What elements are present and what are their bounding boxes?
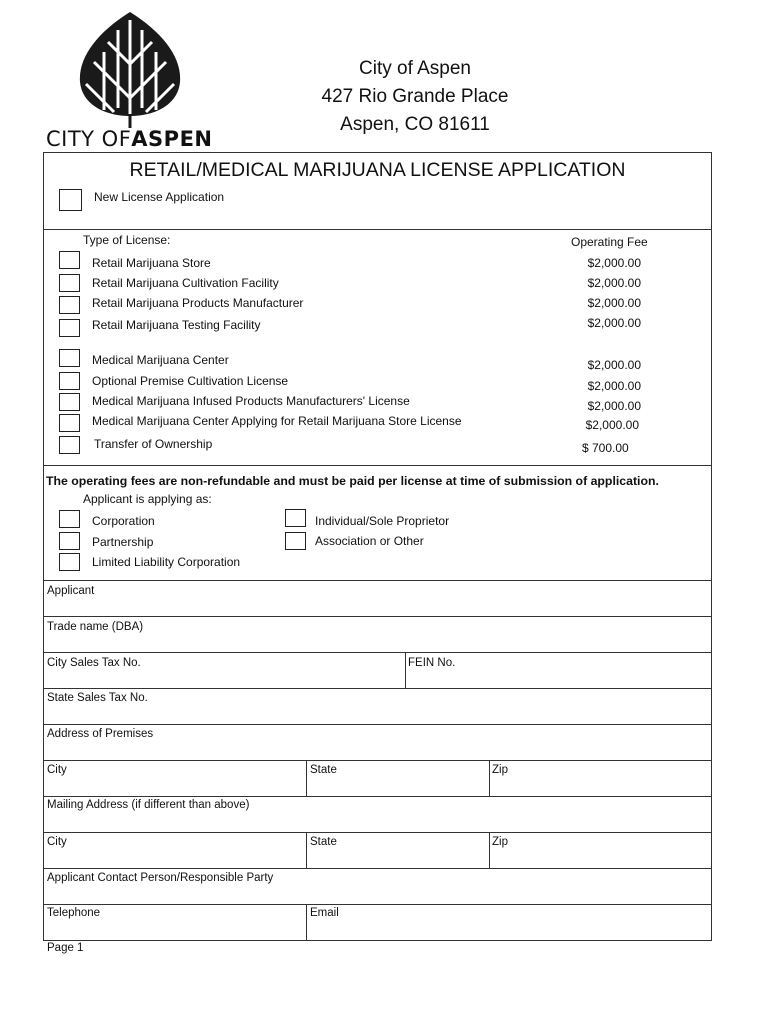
license-fee: $2,000.00	[587, 296, 641, 310]
logo-wordmark: CITY OFASPEN	[46, 127, 213, 151]
operating-fee-label: Operating Fee	[571, 235, 648, 249]
fein-field[interactable]: FEIN No.	[408, 657, 456, 669]
fee-notice: The operating fees are non-refundable and must be paid per license at time of submission of application.	[46, 474, 659, 488]
telephone-field[interactable]: Telephone	[47, 907, 101, 919]
license-checkbox-premise-cultivation[interactable]	[59, 372, 80, 390]
mailing-city-field[interactable]: City	[47, 836, 67, 848]
license-label: Medical Marijuana Center	[92, 353, 229, 367]
page-number: Page 1	[47, 942, 84, 954]
license-label: Retail Marijuana Cultivation Facility	[92, 276, 279, 290]
llc-checkbox[interactable]	[59, 553, 80, 571]
header-city: City of Aspen	[359, 58, 471, 79]
partnership-checkbox[interactable]	[59, 532, 80, 550]
license-label: Medical Marijuana Infused Products Manufacturers' License	[92, 394, 410, 408]
zip-field[interactable]: Zip	[492, 764, 508, 776]
license-checkbox-medical-center[interactable]	[59, 349, 80, 367]
email-field[interactable]: Email	[310, 907, 339, 919]
address-field[interactable]: Address of Premises	[47, 728, 154, 740]
mailing-zip-field[interactable]: Zip	[492, 836, 508, 848]
individual-label: Individual/Sole Proprietor	[315, 514, 450, 528]
header-street: 427 Rio Grande Place	[321, 86, 509, 107]
license-checkbox-retail-store[interactable]	[59, 251, 80, 269]
license-label: Retail Marijuana Products Manufacturer	[92, 296, 304, 310]
license-label: Retail Marijuana Store	[92, 256, 211, 270]
state-sales-tax-field[interactable]: State Sales Tax No.	[47, 692, 148, 704]
individual-checkbox[interactable]	[285, 509, 306, 527]
license-fee: $2,000.00	[587, 379, 641, 393]
new-license-label: New License Application	[94, 190, 225, 204]
license-checkbox-transfer[interactable]	[59, 436, 80, 454]
mailing-state-field[interactable]: State	[310, 836, 337, 848]
license-checkbox-retail-cultivation[interactable]	[59, 274, 80, 292]
form-title: RETAIL/MEDICAL MARIJUANA LICENSE APPLICATION	[129, 159, 626, 181]
license-label: Medical Marijuana Center Applying for Retail Marijuana Store License	[92, 414, 462, 428]
association-checkbox[interactable]	[285, 532, 306, 550]
license-checkbox-retail-testing[interactable]	[59, 319, 80, 337]
header-citystatezip: Aspen, CO 81611	[340, 114, 490, 135]
association-label: Association or Other	[315, 534, 424, 548]
license-label: Transfer of Ownership	[94, 437, 213, 451]
trade-name-field[interactable]: Trade name (DBA)	[47, 621, 144, 633]
license-fee: $2,000.00	[587, 316, 641, 330]
license-checkbox-infused-products[interactable]	[59, 393, 80, 411]
city-field[interactable]: City	[47, 764, 67, 776]
license-fee: $ 700.00	[582, 441, 629, 455]
license-label: Optional Premise Cultivation License	[92, 374, 289, 388]
corporation-checkbox[interactable]	[59, 510, 80, 528]
license-checkbox-retail-products[interactable]	[59, 296, 80, 314]
corporation-label: Corporation	[92, 514, 155, 528]
city-sales-tax-field[interactable]: City Sales Tax No.	[47, 657, 141, 669]
partnership-label: Partnership	[92, 535, 154, 549]
mailing-address-field[interactable]: Mailing Address (if different than above)	[47, 799, 250, 811]
license-fee: $2,000.00	[587, 358, 641, 372]
license-fee: $2,000.00	[587, 399, 641, 413]
license-fee: $2,000.00	[585, 418, 639, 432]
type-of-license-label: Type of License:	[83, 233, 171, 247]
license-fee: $2,000.00	[587, 276, 641, 290]
aspen-leaf-logo	[78, 12, 182, 128]
contact-person-field[interactable]: Applicant Contact Person/Responsible Party	[47, 872, 274, 884]
license-fee: $2,000.00	[587, 256, 641, 270]
applicant-field[interactable]: Applicant	[47, 585, 95, 597]
state-field[interactable]: State	[310, 764, 337, 776]
applying-as-label: Applicant is applying as:	[83, 492, 212, 506]
llc-label: Limited Liability Corporation	[92, 555, 241, 569]
license-checkbox-medical-to-retail[interactable]	[59, 414, 80, 432]
license-label: Retail Marijuana Testing Facility	[92, 318, 261, 332]
new-license-checkbox[interactable]	[59, 189, 82, 211]
